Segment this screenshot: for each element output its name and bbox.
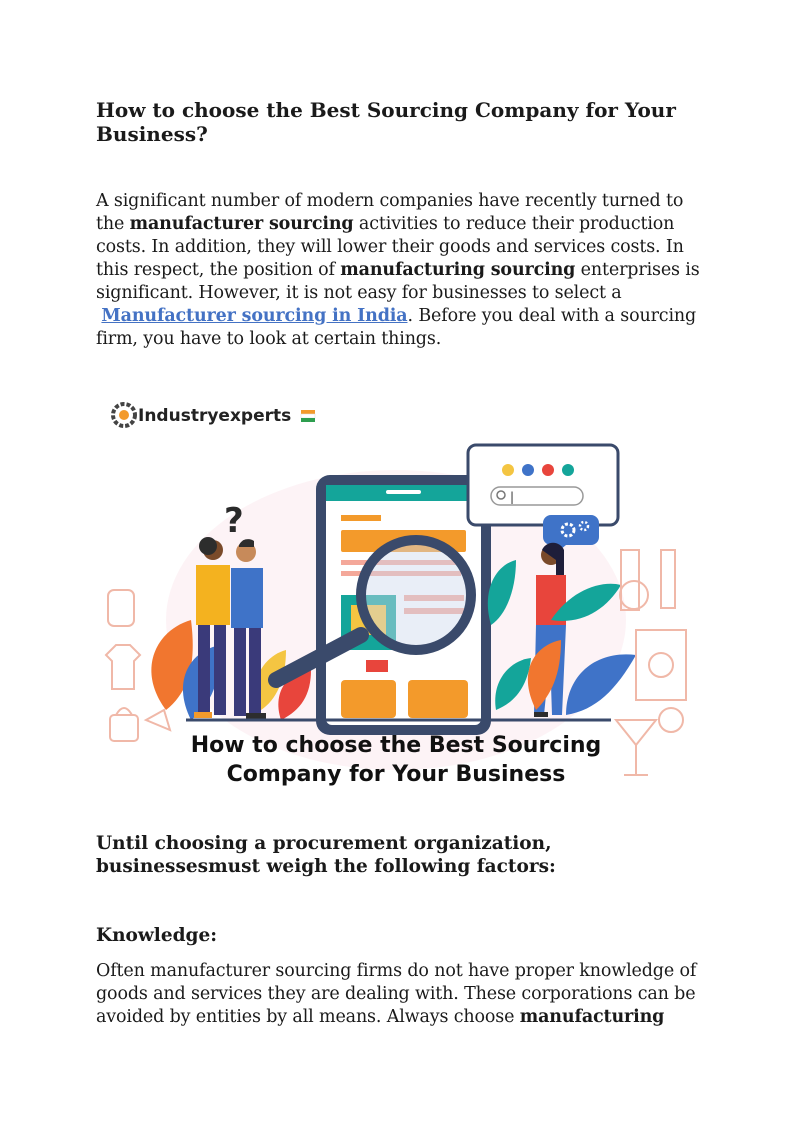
intro-paragraph: [96, 190, 706, 351]
intro-text-2: activities to reduce their production costs. In addition, they will lower their goods and services costs. In this respect, the position of: [96, 214, 684, 280]
question-mark-icon: ?: [224, 501, 244, 541]
knowledge-heading: Knowledge:: [96, 925, 218, 946]
document-page: [96, 98, 706, 1027]
intro-text-3: enterprises is significant. However, it is not easy for businesses to select a: [96, 260, 700, 303]
industryexperts-logo: [113, 404, 315, 426]
factors-heading: Until choosing a procurement organization, businessesmust weigh the following factors:: [96, 833, 556, 877]
article-illustration: [96, 390, 696, 790]
intro-text-1: A significant number of modern companies have recently turned to the: [96, 191, 684, 234]
knowledge-bold-1: manufacturing: [519, 1007, 665, 1027]
intro-bold-2: manufacturing sourcing: [340, 260, 576, 280]
knowledge-paragraph: [96, 960, 706, 1029]
intro-bold-1: manufacturer sourcing: [129, 214, 354, 234]
page-title: How to choose the Best Sourcing Company for Your Business?: [96, 98, 676, 146]
knowledge-text-1: Often manufacturer sourcing firms do not have proper knowledge of goods and services they are dealing with. These corporations can be avoided by entities by all means. Always choose: [96, 961, 697, 1027]
illustration-caption-line-1: How to choose the Best Sourcing: [190, 733, 602, 758]
search-cursor: |: [510, 490, 515, 504]
logo-text: Industryexperts: [138, 406, 292, 426]
manufacturer-sourcing-link[interactable]: Manufacturer sourcing in India: [101, 306, 408, 326]
intro-text-4: . Before you deal with a sourcing firm, you have to look at certain things.: [96, 306, 697, 349]
illustration-caption-line-2: Company for Your Business: [226, 762, 566, 787]
